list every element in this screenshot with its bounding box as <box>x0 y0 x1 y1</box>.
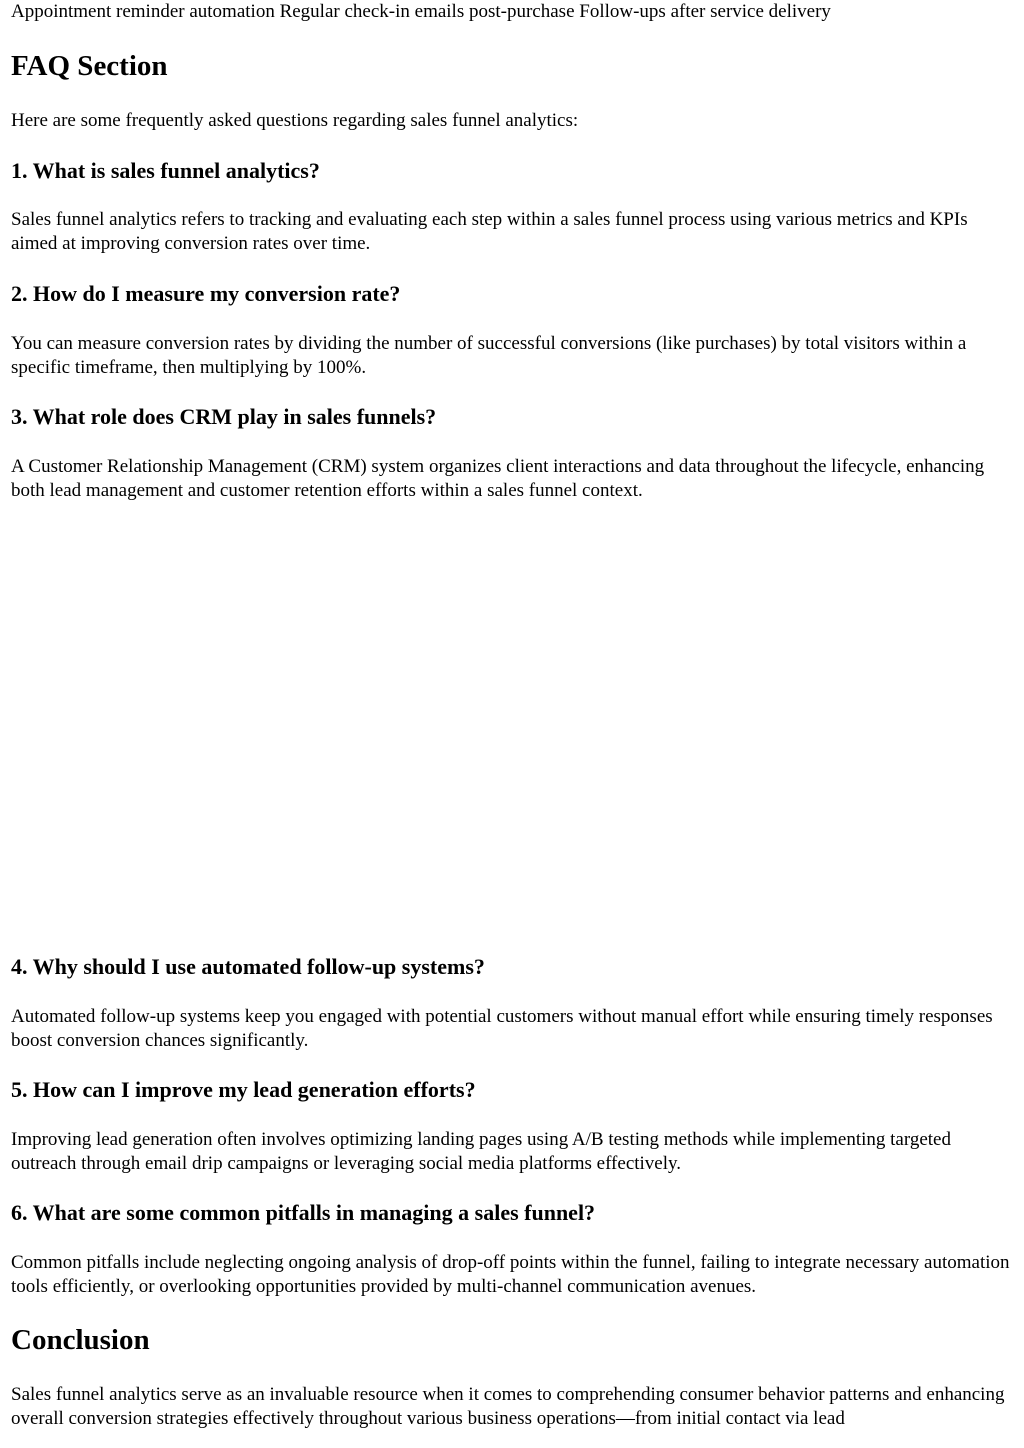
faq-question-2: 2. How do I measure my conversion rate? <box>11 281 401 306</box>
faq-question-6: 6. What are some common pitfalls in managing a sales funnel? <box>11 1200 596 1225</box>
faq-question-4: 4. Why should I use automated follow-up systems? <box>11 954 485 979</box>
conclusion-heading: Conclusion <box>11 1324 150 1356</box>
faq-heading: FAQ Section <box>11 50 168 82</box>
faq-answer-4: Automated follow-up systems keep you engaged with potential customers without manual effort while ensuring timely responses boost conversion chances significantly. <box>11 1006 993 1051</box>
faq-answer-1: Sales funnel analytics refers to tracking and evaluating each step within a sales funnel process using various metrics and KPIs aimed at improving conversion rates over time. <box>11 209 968 254</box>
faq-question-5: 5. How can I improve my lead generation efforts? <box>11 1077 476 1102</box>
faq-answer-3: A Customer Relationship Management (CRM) system organizes client interactions and data throughout the lifecycle, enhancing both lead management and customer retention efforts within a sales funnel context. <box>11 456 985 501</box>
faq-question-3: 3. What role does CRM play in sales funnels? <box>11 404 437 429</box>
faq-question-1: 1. What is sales funnel analytics? <box>11 158 320 183</box>
faq-answer-5: Improving lead generation often involves optimizing landing pages using A/B testing methods while implementing targeted outreach through email drip campaigns or leveraging social media platforms effectively. <box>11 1129 951 1174</box>
faq-intro: Here are some frequently asked questions regarding sales funnel analytics: <box>11 110 579 131</box>
conclusion-text: Sales funnel analytics serve as an invaluable resource when it comes to comprehending consumer behavior patterns and enhancing overall conversion strategies effectively throughout various business operations—from initial contact via lead <box>11 1384 1005 1429</box>
intro-line: Appointment reminder automation Regular check-in emails post-purchase Follow-ups after service delivery <box>11 1 831 22</box>
faq-answer-6: Common pitfalls include neglecting ongoing analysis of drop-off points within the funnel, failing to integrate necessary automation tools efficiently, or overlooking opportunities provided by multi-channel communication avenues. <box>11 1252 1010 1297</box>
faq-answer-2: You can measure conversion rates by dividing the number of successful conversions (like purchases) by total visitors within a specific timeframe, then multiplying by 100%. <box>11 333 967 378</box>
